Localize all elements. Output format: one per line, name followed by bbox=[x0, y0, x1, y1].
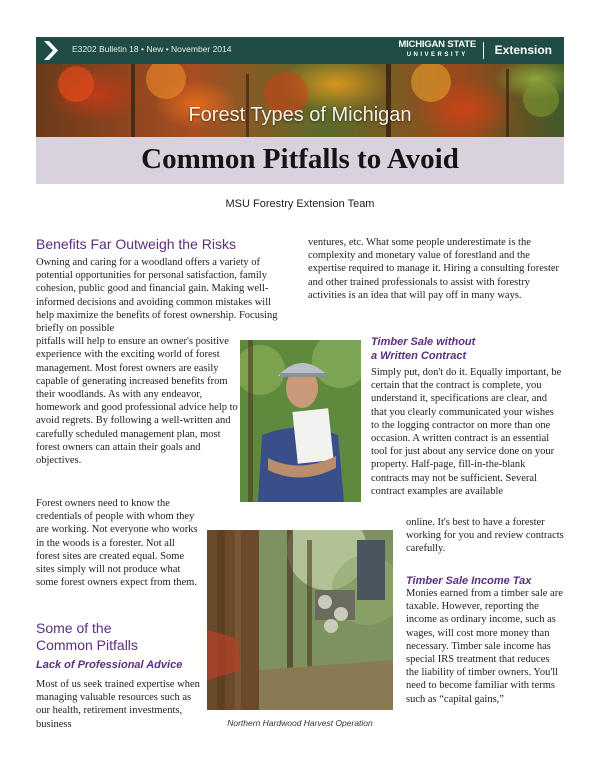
author-line: MSU Forestry Extension Team bbox=[225, 198, 375, 210]
paragraph-income-tax: Monies earned from a timber sale are taxable. However, reporting the income as ordinary income, such as wages, will cost more money than necessary. Timber sale income has special IRS treatment that reduces the liability of timber owners. You'll need to become familiar with terms such as “capital gains,” bbox=[406, 588, 563, 705]
subheading-written-contract-line1: Timber Sale without bbox=[371, 336, 476, 348]
chevron-right-icon bbox=[44, 41, 58, 60]
paragraph-written-contract-cont: online. It's best to have a forester working for you and review contracts carefully. bbox=[406, 517, 564, 555]
autumn-forest-photo bbox=[36, 64, 564, 137]
paragraph-benefits-wide: Owning and caring for a woodland offers a variety of potential opportunities for personal satisfaction, family cohesion, public good and financial gain. Making well-informed decisions and avoiding common mistakes will help maximize the benefits of forest ownership. Focusing briefly on possible bbox=[36, 257, 278, 335]
heading-benefits: Benefits Far Outweigh the Risks bbox=[36, 236, 236, 252]
page-title: Common Pitfalls to Avoid bbox=[141, 143, 459, 175]
heading-common-pitfalls bbox=[36, 620, 138, 654]
subheading-lack-of-advice: Lack of Professional Advice bbox=[36, 659, 183, 671]
msu-logo-line2: UNIVERSITY bbox=[406, 52, 468, 58]
forester-photo bbox=[240, 340, 361, 502]
bulletin-line: E3202 Bulletin 18 • New • November 2014 bbox=[72, 44, 232, 54]
msu-logo-line1: MICHIGAN STATE bbox=[398, 39, 476, 50]
extension-label: Extension bbox=[494, 43, 552, 57]
msu-logo bbox=[398, 40, 476, 60]
harvest-illustration bbox=[207, 530, 393, 710]
paragraph-lack-of-advice: Most of us seek trained expertise when managing valuable resources such as our health, retirement investments, business bbox=[36, 679, 200, 730]
title-band bbox=[36, 137, 564, 184]
paragraph-credentials: Forest owners need to know the credentials of people with whom they are working. Not everyone who works in the woods is a forester. Not all forest sites are created equal. Some sites simply will not produce what some forest owners expect from them. bbox=[36, 498, 198, 589]
subheading-written-contract bbox=[371, 335, 475, 363]
heading-common-pitfalls-line2: Common Pitfalls bbox=[36, 637, 138, 653]
paragraph-ventures: ventures, etc. What some people underestimate is the complexity and monetary value of forestland and the expertise required to manage it. Hiring a consulting forester and other trained professionals to assist with forestry activities is an idea that will pay off in many ways. bbox=[308, 237, 560, 301]
harvest-operation-photo bbox=[207, 530, 393, 710]
subheading-income-tax: Timber Sale Income Tax bbox=[406, 575, 532, 587]
logo-divider bbox=[483, 42, 484, 59]
heading-common-pitfalls-line1: Some of the bbox=[36, 620, 112, 636]
paragraph-benefits-narrow: pitfalls will help to ensure an owner's positive experience with the exciting world of forest management. Most forest owners are easily capable of generating increased benefits from their woodlands. As with any endeavor, homework and good professional advice help to avoid regrets. By following a well-written and carefully scheduled management plan, most forest owners can attain their goals and objectives. bbox=[36, 336, 238, 467]
header-banner bbox=[36, 37, 564, 64]
photo-caption: Northern Hardwood Harvest Operation bbox=[227, 718, 373, 728]
series-title: Forest Types of Michigan bbox=[188, 104, 412, 126]
paragraph-written-contract: Simply put, don't do it. Equally important, be certain that the contract is complete, you understand it, specifications are clear, and that you clearly communicated your wishes to the logging contractor on more than one occasion. A written contract is an essential tool for just about any service done on your property. Half-page, fill-in-the-blank contracts may not be sufficient. Several contract examples are available bbox=[371, 367, 562, 497]
subheading-written-contract-line2: a Written Contract bbox=[371, 350, 467, 362]
forester-illustration bbox=[240, 340, 361, 502]
